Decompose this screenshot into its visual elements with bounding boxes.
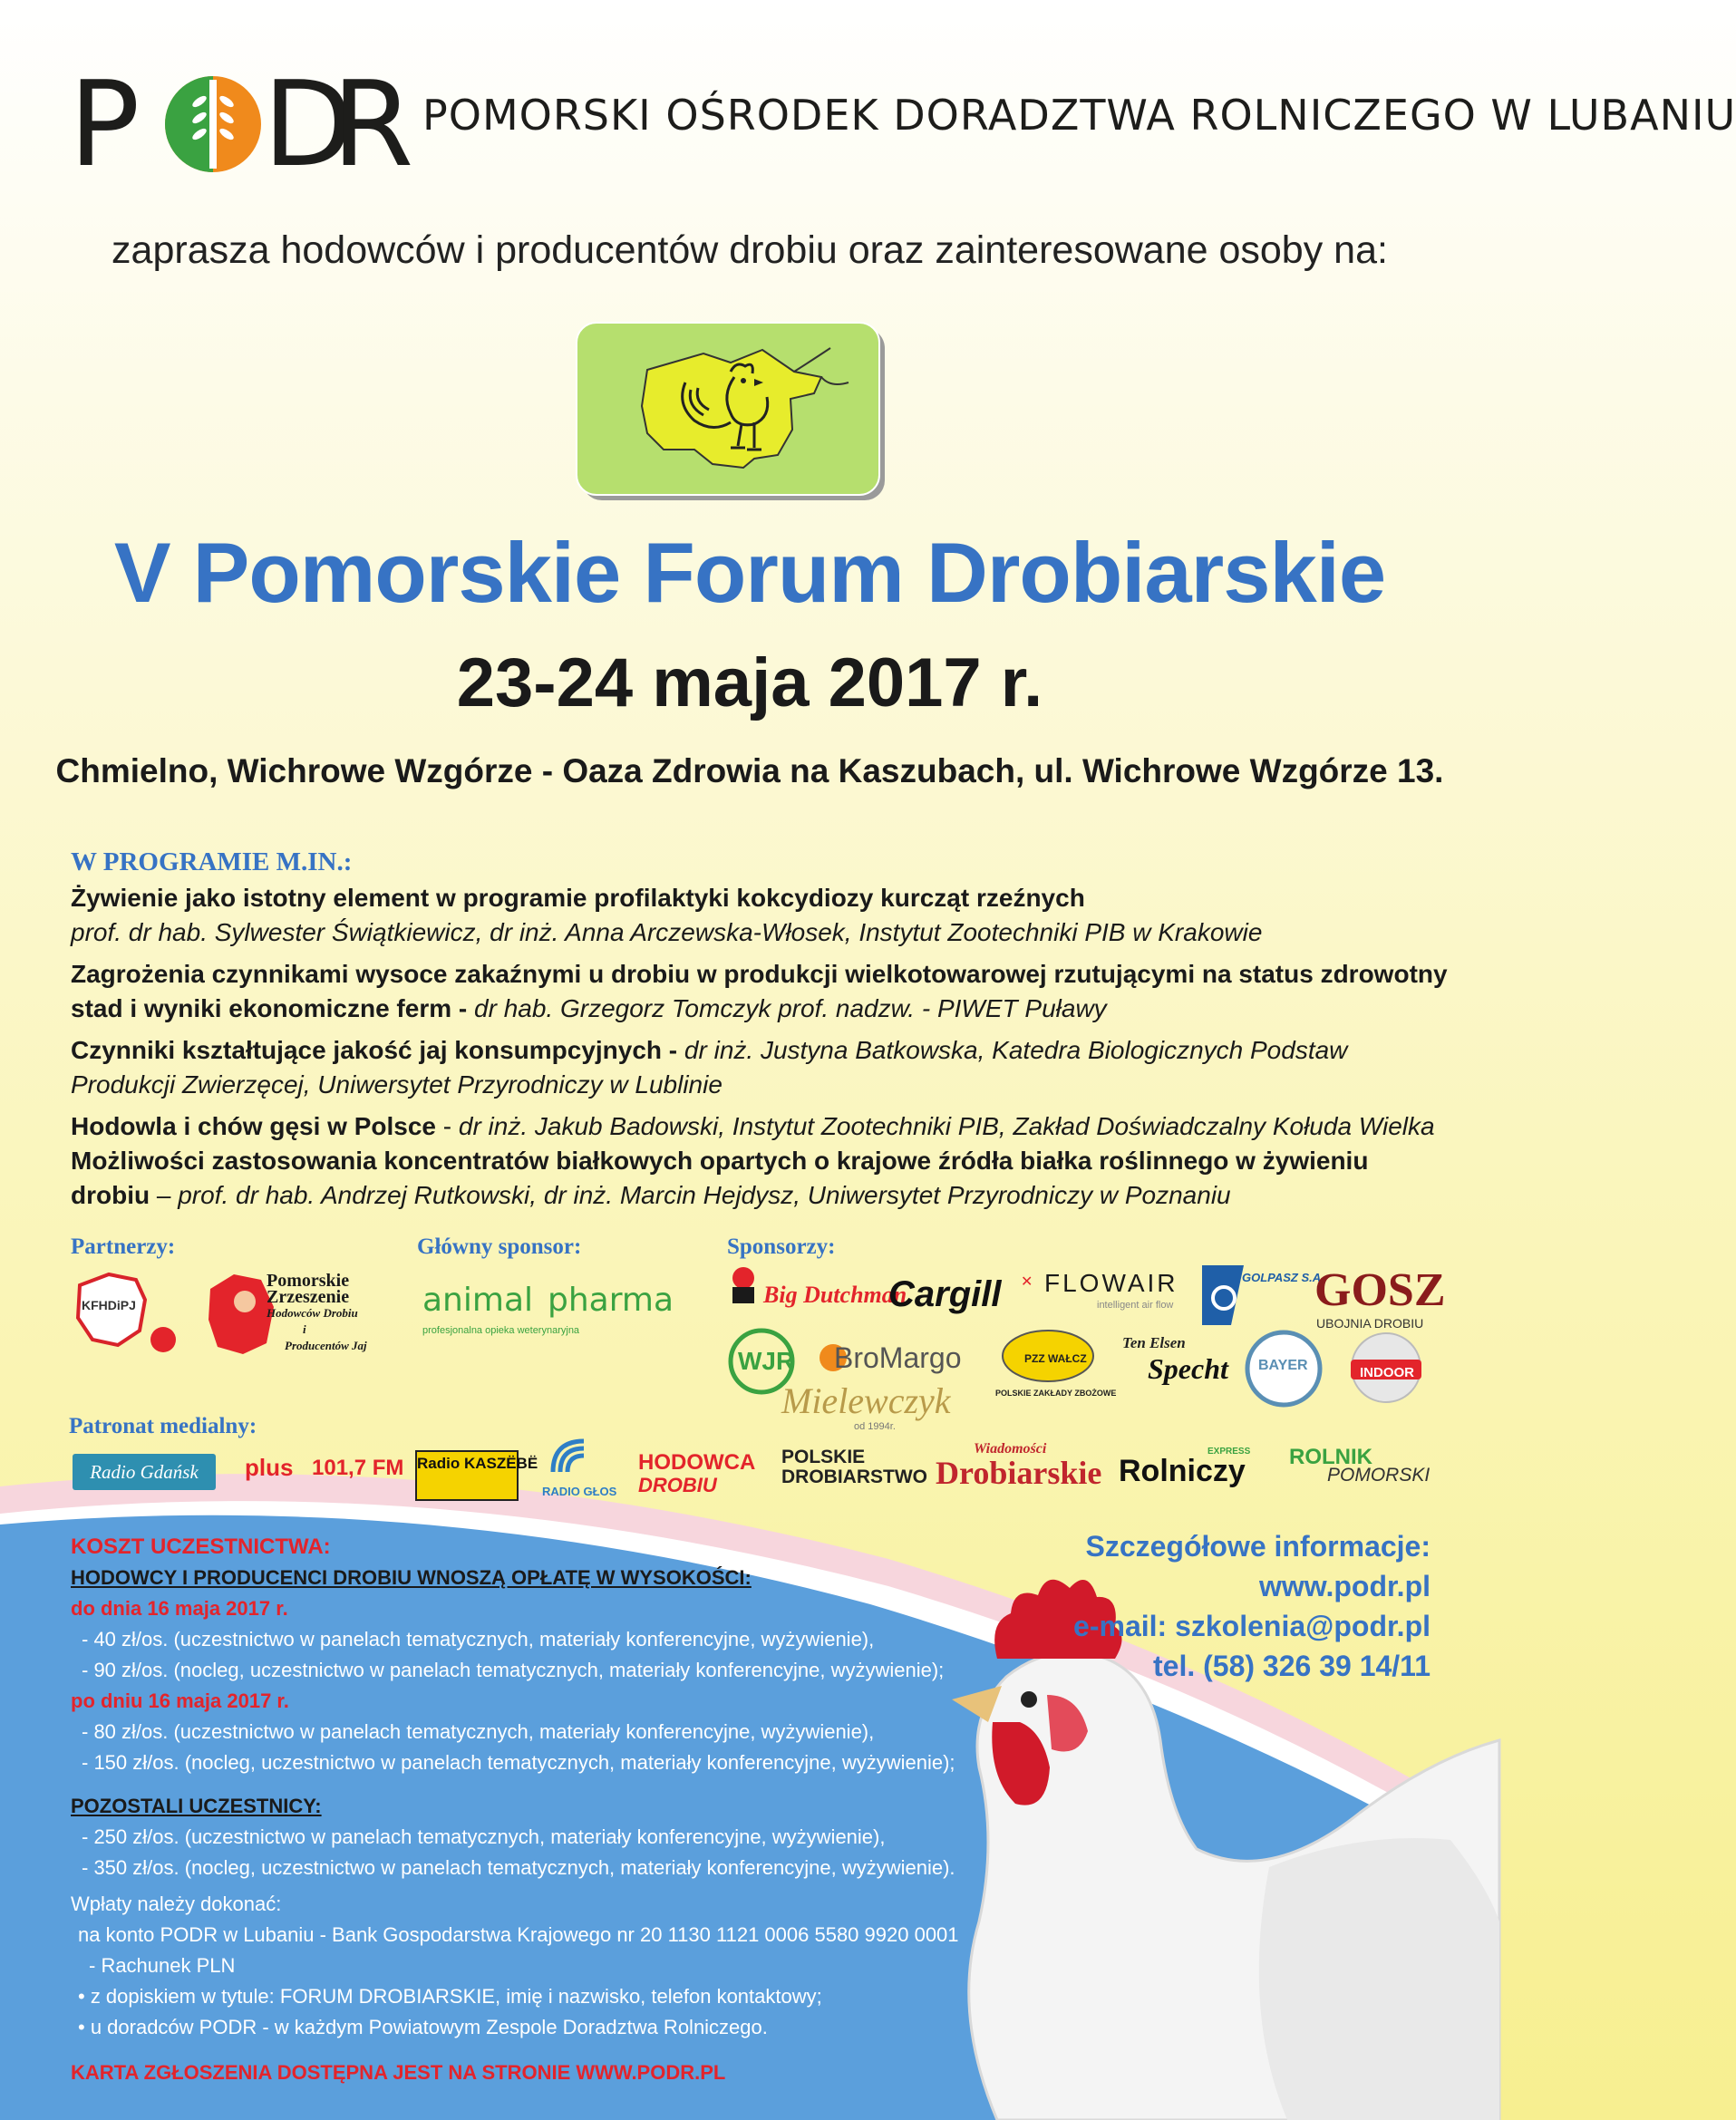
rolnik-pomorski-text-b: POMORSKI xyxy=(1327,1465,1431,1486)
fee-item: - 90 zł/os. (nocleg, uczestnictwo w panelach tematycznych, materiały konferencyjne, wyżywienie); xyxy=(82,1659,945,1681)
forum-emblem-icon xyxy=(577,323,888,502)
forum-venue: Chmielno, Wichrowe Wzgórze - Oaza Zdrowia na Kaszubach, ul. Wichrowe Wzgórze 13. xyxy=(55,752,1444,789)
fee-item: - 40 zł/os. (uczestnictwo w panelach tematycznych, materiały konferencyjne, wyżywienie), xyxy=(82,1628,875,1651)
zrzeszenie-line-5: Producentów Jaj xyxy=(285,1339,367,1352)
program-item xyxy=(71,957,1449,1026)
ten-elsen-text: Ten Elsen xyxy=(1122,1334,1186,1351)
poland-map-icon xyxy=(73,1267,181,1358)
program-item xyxy=(71,881,1449,950)
program-item-title: Żywienie jako istotny element w programie profilaktyki kokcydiozy kurcząt rzeźnych xyxy=(71,884,1085,912)
kfhdip-text: KFHDiPJ xyxy=(82,1298,136,1312)
program-item-sep: – xyxy=(150,1181,179,1209)
payment-line: • u doradców PODR - w każdym Powiatowym Zespole Doradztwa Rolniczego. xyxy=(78,2016,768,2038)
program-heading: W PROGRAMIE M.IN.: xyxy=(71,847,353,876)
plus-radio-text: plus xyxy=(245,1454,294,1481)
fee-item: - 150 zł/os. (nocleg, uczestnictwo w panelach tematycznych, materiały konferencyjne, wyżywienie); xyxy=(82,1751,955,1774)
media-label: Patronat medialny: xyxy=(69,1414,257,1438)
big-dutchman-text: Big Dutchman. xyxy=(763,1282,913,1308)
payment-line: - Rachunek PLN xyxy=(89,1954,236,1977)
pharma-text: pharma xyxy=(548,1282,674,1319)
golpasz-text: GOLPASZ S.A xyxy=(1242,1271,1322,1284)
hodowca-drobiu-text-b: DROBIU xyxy=(638,1474,717,1496)
sponsors-label: Sponsorzy: xyxy=(727,1234,836,1259)
wjr-text: WJR xyxy=(738,1347,795,1375)
zrzeszenie-line-1: Pomorskie xyxy=(267,1271,350,1291)
phone-number: tel. (58) 326 39 14/11 xyxy=(1153,1650,1431,1682)
cost-section xyxy=(71,1532,959,2088)
program-item xyxy=(71,1033,1449,1102)
fee-item: - 80 zł/os. (uczestnictwo w panelach tematycznych, materiały konferencyjne, wyżywienie), xyxy=(82,1720,875,1743)
before-deadline-label: do dnia 16 maja 2017 r. xyxy=(71,1597,288,1620)
cargill-text: Cargill xyxy=(888,1274,1002,1314)
animal-pharma-logo xyxy=(422,1282,676,1336)
fee-item: - 350 zł/os. (nocleg, uczestnictwo w panelach tematycznych, materiały konferencyjne, wyżywienie). xyxy=(82,1856,955,1879)
program-item-speakers: prof. dr hab. Sylwester Świątkiewicz, dr inż. Anna Arczewska-Włosek, Instytut Zootechniki PIB w Krakowie xyxy=(71,918,1263,946)
forum-title: V Pomorskie Forum Drobiarskie xyxy=(113,525,1386,620)
flowair-tagline: intelligent air flow xyxy=(1097,1300,1174,1311)
podr-logo xyxy=(69,55,411,193)
zrzeszenie-line-3: Hodowców Drobiu xyxy=(267,1306,358,1320)
program-item-speakers: prof. dr hab. Andrzej Rutkowski, dr inż. Marcin Hejdysz, Uniwersytet Przyrodniczy w Poznaniu xyxy=(178,1181,1231,1209)
hodowca-drobiu-text-a: HODOWCA xyxy=(638,1450,756,1475)
radio-gdansk-text: Radio Gdańsk xyxy=(73,1454,216,1490)
email-link[interactable]: e-mail: szkolenia@podr.pl xyxy=(1073,1610,1431,1642)
pzz-walcz-text: PZZ WAŁCZ xyxy=(1024,1352,1087,1365)
logo-letter-r: R xyxy=(332,55,411,193)
mielewczyk-tagline: od 1994r. xyxy=(854,1421,896,1432)
gosz-tagline: UBOJNIA DROBIU xyxy=(1316,1316,1424,1331)
gosz-text: GOSZ xyxy=(1314,1264,1446,1316)
program-item-speakers: dr inż. Justyna Batkowska, Katedra Biologicznych Podstaw Produkcji Zwierzęcej, Uniwersytet Przyrodniczy w Lublinie xyxy=(71,1036,1348,1099)
bayer-text: BAYER xyxy=(1258,1358,1308,1373)
fee-item: - 250 zł/os. (uczestnictwo w panelach tematycznych, materiały konferencyjne, wyżywienie), xyxy=(82,1825,886,1848)
bromargo-text: BroMargo xyxy=(834,1341,962,1374)
program-item-title: Hodowla i chów gęsi w Polsce xyxy=(71,1112,436,1140)
logo-letter-p: P xyxy=(69,55,137,193)
zrzeszenie-line-4: i xyxy=(303,1322,306,1336)
pzz-walcz-tagline: POLSKIE ZAKŁADY ZBOŻOWE xyxy=(995,1389,1117,1398)
forum-date: 23-24 maja 2017 r. xyxy=(456,644,1043,721)
wiadomosci-text: Wiadomości xyxy=(974,1441,1047,1457)
media-logos xyxy=(71,1441,1449,1505)
payment-heading: Wpłaty należy dokonać: xyxy=(71,1893,282,1915)
polskie-drobiarstwo-text-b: DROBIARSTWO xyxy=(781,1467,927,1487)
program-item-title: Możliwości zastosowania koncentratów białkowych opartych o krajowe źródła białka roślinnego w żywieniu drobiu xyxy=(71,1147,1369,1209)
drobiarskie-text: Drobiarskie xyxy=(936,1455,1102,1491)
program-section xyxy=(71,845,1449,1220)
pomorskie-zrzeszenie-logo xyxy=(207,1271,379,1358)
indoor-text: INDOOR xyxy=(1360,1365,1414,1380)
specht-text: Specht xyxy=(1148,1352,1228,1385)
radio-glos-text: RADIO GŁOS xyxy=(542,1485,617,1498)
main-sponsor-label: Główny sponsor: xyxy=(417,1234,582,1259)
registration-form-note: KARTA ZGŁOSZENIA DOSTĘPNA JEST NA STRONIE WWW.PODR.PL xyxy=(71,2061,726,2084)
animal-text: animal xyxy=(422,1282,534,1319)
program-item-speakers: dr hab. Grzegorz Tomczyk prof. nadzw. - PIWET Puławy xyxy=(474,994,1107,1022)
breeders-heading: HODOWCY I PRODUCENCI DROBIU WNOSZĄ OPŁATĘ W WYSOKOŚCI: xyxy=(71,1566,752,1589)
polskie-drobiarstwo-text-a: POLSKIE xyxy=(781,1447,866,1467)
invitation-text: zaprasza hodowców i producentów drobiu oraz zainteresowane osoby na: xyxy=(112,228,1388,272)
sponsors-logos xyxy=(725,1263,1446,1445)
animal-pharma-tagline: profesjonalna opieka weterynaryjna xyxy=(422,1325,580,1336)
program-item-title: Czynniki kształtujące jakość jaj konsumpcyjnych xyxy=(71,1036,663,1064)
mielewczyk-text: Mielewczyk xyxy=(781,1380,951,1421)
program-item-title: Zagrożenia czynnikami wysoce zakaźnymi u drobiu w produkcji wielkotowarowej rzutującymi na status zdrowotny stad i wyniki ekonomiczne ferm xyxy=(71,960,1448,1022)
program-item-sep: - xyxy=(451,994,475,1022)
cost-heading: KOSZT UCZESTNICTWA: xyxy=(71,1534,331,1559)
express-text: EXPRESS xyxy=(1207,1447,1251,1457)
after-deadline-label: po dniu 16 maja 2017 r. xyxy=(71,1689,289,1712)
payment-line: na konto PODR w Lubaniu - Bank Gospodarstwa Krajowego nr 20 1130 1121 0006 5580 9920 0001 xyxy=(78,1923,959,1946)
partners-label: Partnerzy: xyxy=(71,1234,176,1259)
contact-info xyxy=(1073,1526,1431,1686)
big-dutchman-icon xyxy=(727,1265,760,1305)
flowair-text: FLOWAIR xyxy=(1044,1269,1178,1297)
radio-kaszebe-text: Radio KASZËBË xyxy=(415,1450,519,1501)
payment-line: • z dopiskiem w tytule: FORUM DROBIARSKIE, imię i nazwisko, telefon kontaktowy; xyxy=(78,1985,822,2008)
program-item-sep: - xyxy=(662,1036,684,1064)
flowair-icon: ✕ xyxy=(1021,1274,1033,1290)
rolniczy-text: Rolniczy xyxy=(1119,1454,1246,1488)
others-heading: POZOSTALI UCZESTNICY: xyxy=(71,1795,322,1817)
program-item-speakers: dr inż. Jakub Badowski, Instytut Zootechniki PIB, Zakład Doświadczalny Kołuda Wielka xyxy=(458,1112,1435,1140)
website-link[interactable]: www.podr.pl xyxy=(1258,1570,1431,1602)
program-item xyxy=(71,1109,1449,1144)
organization-name: POMORSKI OŚRODEK DORADZTWA ROLNICZEGO W LUBANIU xyxy=(422,91,1736,140)
info-heading: Szczegółowe informacje: xyxy=(1085,1530,1431,1563)
kfhdip-logo xyxy=(73,1267,181,1358)
wheat-circle-icon xyxy=(163,74,263,174)
program-item xyxy=(71,1144,1449,1213)
rolnik-pomorski-text-a: ROLNIK xyxy=(1289,1445,1372,1469)
program-item-sep: - xyxy=(435,1112,459,1140)
plus-radio-fm-text: 101,7 FM xyxy=(312,1456,404,1480)
radio-glos-icon xyxy=(548,1436,593,1481)
zrzeszenie-line-2: Zrzeszenie xyxy=(267,1287,350,1307)
logo-letter-d: D xyxy=(263,55,351,193)
